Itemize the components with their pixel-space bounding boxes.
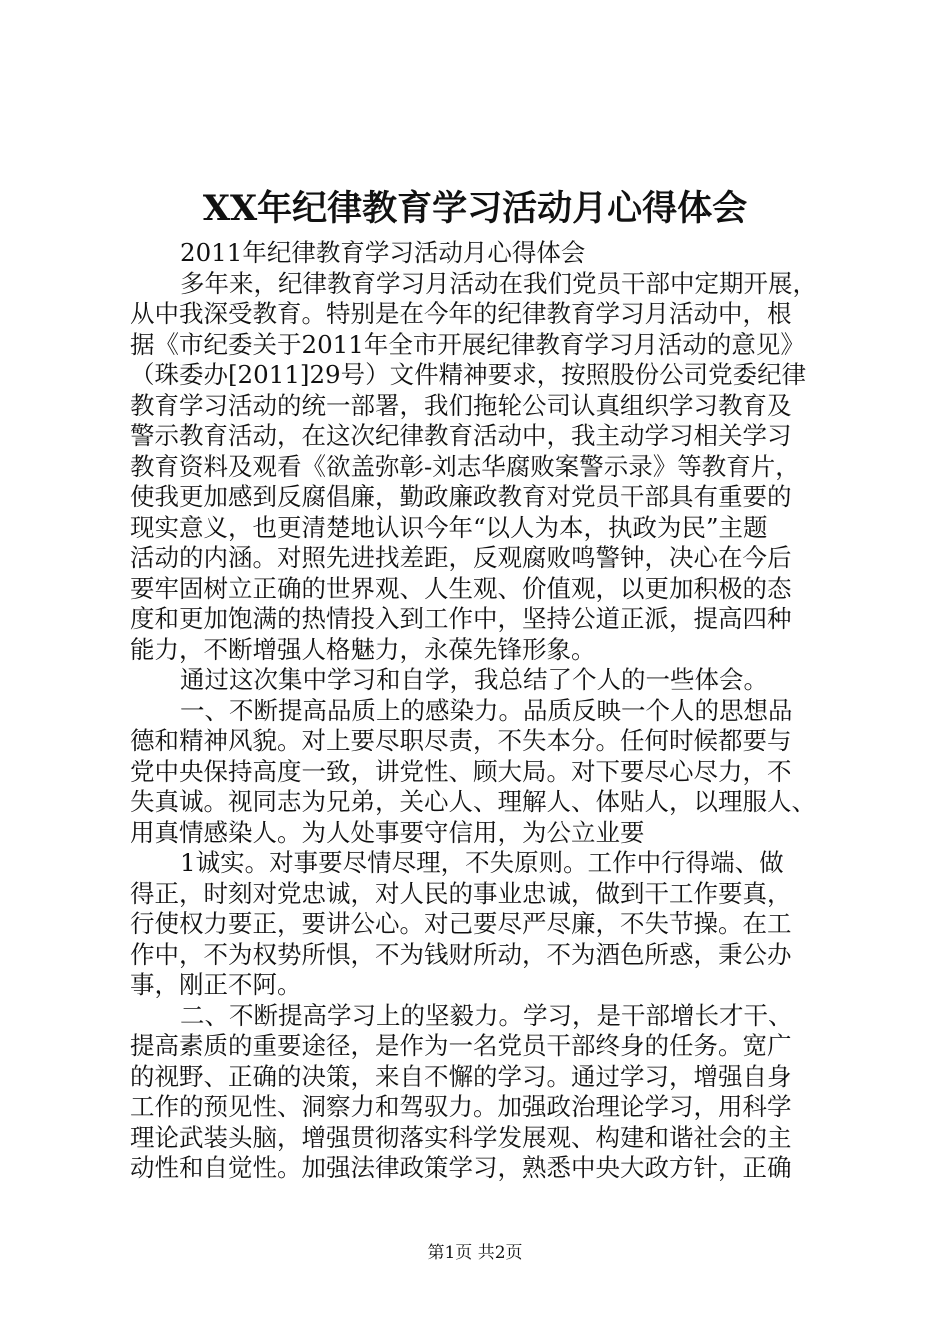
text-line: 能力，不断增强人格魅力，永葆先锋形象。: [130, 634, 596, 664]
text-line: 要牢固树立正确的世界观、人生观、价值观，以更加积极的态: [130, 573, 792, 603]
text-line: 教育学习活动的统一部署，我们拖轮公司认真组织学习教育及: [130, 390, 792, 420]
text-line: 2011年纪律教育学习活动月心得体会: [180, 238, 586, 267]
text-line: 行使权力要正，要讲公心。对己要尽严尽廉，不失节操。在工: [130, 909, 792, 938]
page-footer: 第1页 共2页: [427, 1243, 523, 1263]
text-line: 二、不断提高学习上的坚毅力。学习，是干部增长才干、: [180, 1000, 793, 1030]
text-line: 动性和自觉性。加强法律政策学习，熟悉中央大政方针，正确: [130, 1153, 792, 1182]
text-line: 1诚实。对事要尽情尽理，不失原则。工作中行得端、做: [180, 848, 784, 877]
text-line: 失真诚。视同志为兄弟，关心人、理解人、体贴人，以理服人、: [130, 787, 816, 816]
text-line: 现实意义，也更清楚地认识今年“以人为本，执政为民”主题: [130, 512, 768, 542]
text-line: 的视野、正确的决策，来自不懈的学习。通过学习，增强自身: [130, 1061, 792, 1091]
text-line: 党中央保持高度一致，讲党性、顾大局。对下要尽心尽力，不: [130, 756, 792, 786]
text-line: 提高素质的重要途径，是作为一名党员干部终身的任务。宽广: [130, 1031, 792, 1060]
text-line: 教育资料及观看《欲盖弥彰-刘志华腐败案警示录》等教育片，: [130, 451, 800, 481]
document-title: XX年纪律教育学习活动月心得体会: [202, 188, 748, 229]
text-line: 德和精神风貌。对上要尽职尽责，不失本分。任何时候都要与: [130, 726, 792, 755]
text-line: 事，刚正不阿。: [130, 970, 302, 999]
text-line: 用真情感染人。为人处事要守信用，为公立业要: [130, 817, 645, 847]
text-line: 作中，不为权势所惧，不为钱财所动，不为酒色所惑，秉公办: [130, 939, 792, 969]
text-line: 据《市纪委关于2011年全市开展纪律教育学习月活动的意见》: [130, 329, 805, 359]
text-line: 工作的预见性、洞察力和驾驭力。加强政治理论学习，用科学: [130, 1092, 792, 1121]
text-line: 多年来，纪律教育学习月活动在我们党员干部中定期开展，: [180, 268, 817, 298]
text-line: 得正，时刻对党忠诚，对人民的事业忠诚，做到干工作要真，: [130, 878, 792, 908]
text-line: （珠委办[2011]29号）文件精神要求，按照股份公司党委纪律: [130, 360, 807, 389]
document-body: [130, 238, 830, 1184]
text-line: 使我更加感到反腐倡廉，勤政廉政教育对党员干部具有重要的: [130, 482, 792, 511]
text-line: 通过这次集中学习和自学，我总结了个人的一些体会。: [180, 665, 768, 694]
text-line: 理论武装头脑，增强贯彻落实科学发展观、构建和谐社会的主: [130, 1122, 792, 1152]
text-line: 活动的内涵。对照先进找差距，反观腐败鸣警钟，决心在今后: [130, 543, 792, 572]
text-line: 从中我深受教育。特别是在今年的纪律教育学习月活动中，根: [130, 299, 792, 328]
text-line: 一、不断提高品质上的感染力。品质反映一个人的思想品: [180, 695, 793, 725]
text-line: 警示教育活动，在这次纪律教育活动中，我主动学习相关学习: [130, 421, 792, 450]
text-line: 度和更加饱满的热情投入到工作中，坚持公道正派，提高四种: [130, 604, 792, 633]
